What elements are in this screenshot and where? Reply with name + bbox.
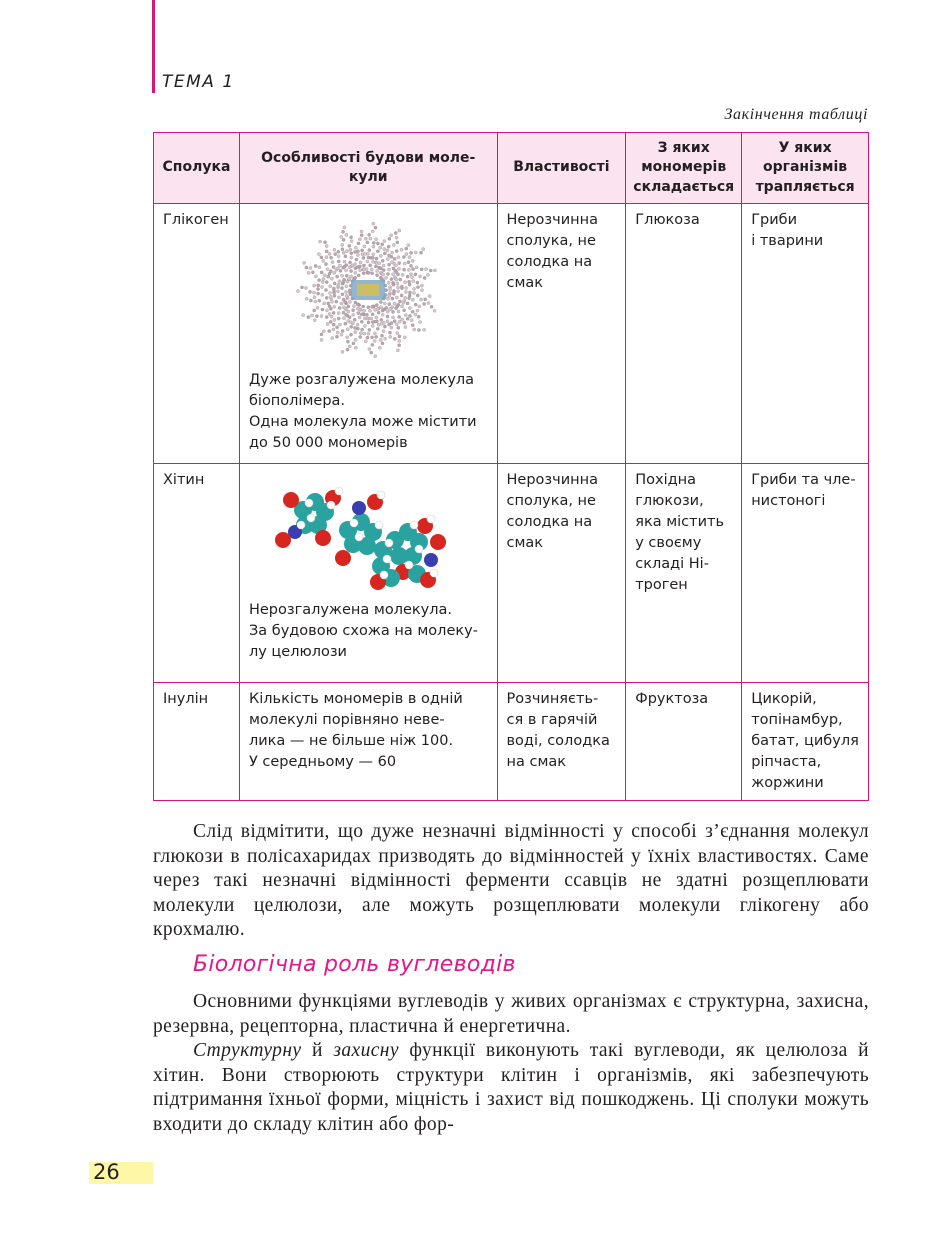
emphasis-protective: захисну	[333, 1040, 399, 1061]
cell-properties: Нерозчинна сполука, не солодка на смак	[497, 204, 626, 464]
cell-structure	[239, 204, 497, 464]
glycogen-structure-text: Дуже розгалужена молекула біополімера. Одна молекула може містити до 50 000 мономерів	[248, 372, 477, 451]
table-row	[154, 464, 869, 683]
cell-compound: Хітин	[154, 464, 240, 683]
section-heading: Біологічна роль вуглеводів	[193, 952, 516, 977]
chitin-molecule-image	[263, 470, 473, 600]
page-number: 26	[93, 1160, 120, 1184]
emphasis-structural: Структурну	[193, 1040, 302, 1061]
chitin-structure-text: Нерозгалужена молекула. За будовою схожа на молеку- лу целюлози	[248, 602, 478, 660]
paragraph-structural-function: Структурну й захисну функції виконують такі вуглеводи, як целюлоза й хітин. Вони створюють структури клітин і організмів, які забезпечують підтримання їхньої форми, міцність і захист від пошкоджень. Ці сполуки можуть входити до складу клітин або фор-	[153, 1040, 869, 1135]
paragraph-polysaccharide-differences: Слід відмітити, що дуже незначні відмінності у способі з’єднання молекул глюкози в полісахаридах призводять до відмінностей у їхніх властивостях. Саме через такі незначні відмінності ферменти ссавців не здатні розщеплювати молекули целюлози, але можуть розщеплювати молекули глікогену або крохмалю.	[153, 821, 869, 940]
topic-label: ТЕМА 1	[162, 72, 235, 92]
glycogen-molecule-image	[283, 210, 453, 370]
header-properties: Властивості	[497, 133, 626, 204]
cell-organisms: Цикорій, топінамбур, батат, цибуля ріпчаста, жоржини	[742, 683, 869, 801]
polysaccharides-table	[153, 132, 869, 801]
margin-accent-bar	[152, 0, 155, 93]
cell-structure	[239, 464, 497, 683]
cell-monomers: Похідна глюкози, яка містить у своєму складі Ні- троген	[626, 464, 742, 683]
header-monomers: З яких мономерів складається	[626, 133, 742, 204]
cell-properties: Розчиняєть- ся в гарячій воді, солодка на смак	[497, 683, 626, 801]
table-header-row	[154, 133, 869, 204]
cell-compound: Інулін	[154, 683, 240, 801]
table-row	[154, 204, 869, 464]
cell-monomers: Глюкоза	[626, 204, 742, 464]
cell-properties: Нерозчинна сполука, не солодка на смак	[497, 464, 626, 683]
cell-compound: Глікоген	[154, 204, 240, 464]
table-caption: Закінчення таблиці	[724, 106, 868, 123]
header-structure: Особливості будови моле- кули	[239, 133, 497, 204]
cell-organisms: Гриби та чле- нистоногі	[742, 464, 869, 683]
table-row	[154, 683, 869, 801]
header-compound: Сполука	[154, 133, 240, 204]
cell-monomers: Фруктоза	[626, 683, 742, 801]
cell-organisms: Гриби і тварини	[742, 204, 869, 464]
header-organisms: У яких організмів трапляється	[742, 133, 869, 204]
cell-structure: Кількість мономерів в одній молекулі порівняно неве- лика — не більше ніж 100. У середньому — 60	[239, 683, 497, 801]
paragraph-functions: Основними функціями вуглеводів у живих організмах є структурна, захисна, резервна, рецепторна, пластична й енергетична.	[153, 991, 869, 1037]
